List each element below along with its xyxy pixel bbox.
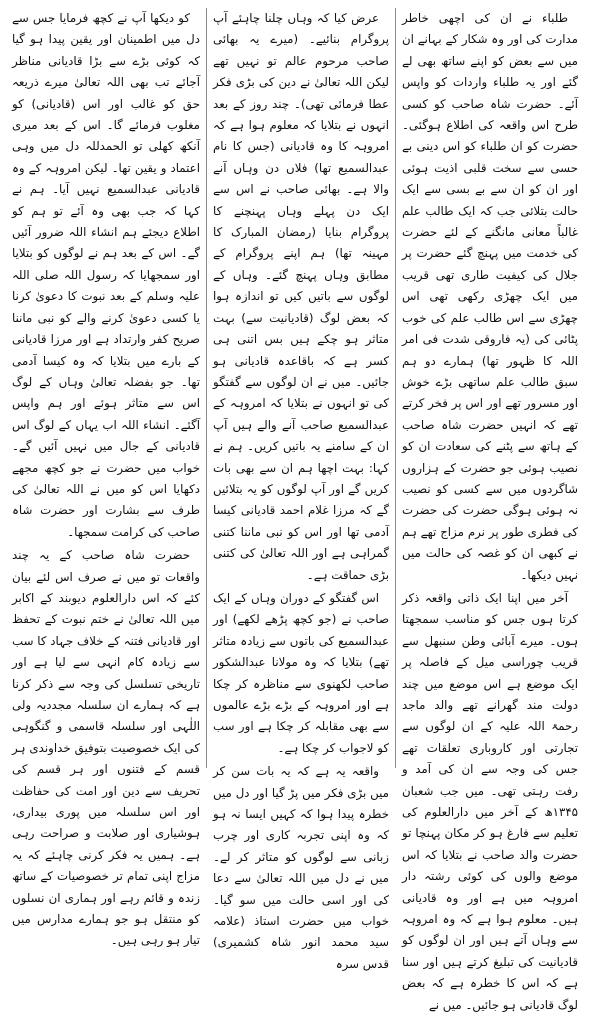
paragraph: عرض کیا کہ وہاں چلنا چاہئے آپ پروگرام بنائیے۔ (میرے یہ بھائی صاحب مرحوم عالم تو نہیں تھے لیکن اللہ تعالیٰ نے دین کی بڑی فکر عطا فرمائی تھی)۔ چند روز کے بعد انہوں نے بتلایا کہ معلوم ہوا ہے کہ امروہہ کا وہ قادیانی (جس کا نام عبدالسمیع تھا) فلاں دن وہاں آنے والا ہے۔ بھائی صاحب نے اس سے ایک دن پہلے وہاں پہنچنے کا پروگرام بنایا (رمضان المبارک کا مہینہ تھا) ہم اپنے پروگرام کے مطابق وہاں پہنچ گئے۔ وہاں کے لوگوں سے باتیں کیں تو اندازہ ہوا کہ بعض لوگ (قادیانیت سے) بہت متاثر ہو چکے ہیں بس اتنی ہی کسر ہے کہ باقاعدہ قادیانی ہو جائیں۔ میں نے ان لوگوں سے گفتگو کی تو انہوں نے بتلایا کہ امروہہ کے عبدالسمیع صاحب آنے والے ہیں آپ ان کے سامنے یہ باتیں کریں۔ ہم نے کہا: بہت اچھا ہم ان سے بھی بات کریں گے اور آپ لوگوں کو یہ بتلائیں گے کہ مرزا غلام احمد قادیانی کیسا آدمی تھا اور اس کو نبی ماننا کتنی گمراہی ہے اور اللہ تعالیٰ کی کتنی بڑی حماقت ہے۔ [213,11,389,582]
paragraph: واقعہ یہ ہے کہ یہ بات سن کر میں بڑی فکر میں پڑ گیا اور دل میں خطرہ پیدا ہوا کہ کہیں ایسا نہ ہو کہ وہ اپنی تجربہ کاری اور چرب زبانی سے لوگوں کو متاثر کر لے۔ میں نے دل میں اللہ تعالیٰ سے دعا کی اور اسی حالت میں سو گیا۔ خواب میں حضرت استاذ (علامہ سید محمد انور شاہ کشمیری) قدس سرہ [213,764,389,971]
paragraph: کو دیکھا آپ نے کچھ فرمایا جس سے دل میں اطمینان اور یقین پیدا ہو گیا کہ کوئی بڑے سے بڑا قادیانی مناظر آجائے تب بھی اللہ تعالیٰ میرے ذریعہ حق کو غالب اور اس (قادیانی) کو مغلوب فرمائے گا۔ اس کے بعد میری آنکھ کھلی تو الحمدللہ دل میں وہی اعتماد و یقین تھا۔ لیکن امروہہ کے وہ قادیانی عبدالسمیع نہیں آیا۔ ہم نے کہا کہ جب بھی وہ آئے تو ہم کو اطلاع دیجئے ہم انشاء اللہ ضرور آئیں گے۔ اس کے بعد ہم نے لوگوں کو بتلایا اور سمجھایا کہ رسول اللہ صلی اللہ علیہ وسلم کے بعد نبوت کا دعویٰ کرنا یا کسی دعویٰ کرنے والے کو نبی ماننا صریح کفر وارتداد ہے اور مرزا قادیانی کے بارے میں بتلایا کہ وہ کیسا آدمی تھا۔ جو بفضلہ تعالیٰ وہاں کے لوگ اس سے متاثر ہوئے اور ہم واپس آگئے۔ انشاء اللہ اب یہاں کے لوگ اس قادیانی کے جال میں نہیں آئیں گے۔ خواب میں حضرت نے جو کچھ مجھے دکھایا اس کو میں نے اللہ تعالیٰ کی طرف سے بشارت اور حضرت شاہ صاحب کی کرامت سمجھا۔ [12,11,200,539]
paragraph: اس گفتگو کے دوران وہاں کے ایک صاحب نے (جو کچھ پڑھے لکھے) اور عبدالسمیع کی باتوں سے زیادہ متاثر تھے) بتلایا کہ وہ مولانا عبدالشکور صاحب لکھنوی سے مناظرہ کر چکا ہے اور امروہہ کے بڑے بڑے عالموں سے بھی مقابلہ کر چکا ہے اور سب کو لاجواب کر چکا ہے۔ [213,590,389,755]
column-middle [206,8,396,971]
column-right [396,8,584,1012]
paragraph: طلباء نے ان کی اچھی خاطر مدارت کی اور وہ شکار کے بہانے ان میں سے بعض کو اپنے ساتھ بھی لے گئے اور یہ طلباء واردات کو واپس آئے۔ حضرت شاہ صاحب کو کسی طرح اس واقعہ کی اطلاع ہوگئی۔ حضرت کو ان طلباء کو اس دینی بے حسی سے سخت قلبی اذیت ہوئی اور ان کو ان سے بے بسی سے ایک حالت بتلائی جب کہ ایک طالب علم غالباً معانی مانگنے کے لئے حضرت کی خدمت میں پہنچ گئے حضرت پر جلال کی کیفیت طاری تھی قریب میں ایک چھڑی رکھی تھی اس چھڑی سے اس طالب علم کی خوب پٹائی کی (یہ فاروقی شدت فی امر اللہ کا ظہور تھا) ہمارے دو ہم سبق طالب علم ساتھی بڑے خوش اور مسرور تھے اور اس پر فخر کرتے تھے کہ انہیں حضرت شاہ صاحب کے ہاتھ سے پٹنے کی سعادت ان کو نصیب ہوئی جو حضرت کے ہزاروں شاگردوں میں سے کسی کو نصیب نہ ہوئی ہوگی حضرت کی حضرت کی فطری طور پر نرم مزاج تھے ہم نے کبھی ان کو غصہ کی حالت میں نہیں دیکھا۔ [402,11,578,582]
paragraph: آخر میں اپنا ایک ذاتی واقعہ ذکر کرتا ہوں جس کو مناسب سمجھتا ہوں۔ میرے آبائی وطن سنبھل سے قریب چوراسی میل کے فاصلہ پر ایک موضع ہے اس موضع میں چند دولت مند گھرانے تھے والد ماجد رحمۃ اللہ علیہ کے ان لوگوں سے تجارتی اور کاروباری تعلقات تھے جس کی وجہ سے ان کی آمد و رفت رہتی تھی۔ میں جب شعبان ۱۳۴۵ھ کے آخر میں دارالعلوم کی تعلیم سے فارغ ہو کر مکان پہنچا تو حضرت والد صاحب نے بتلایا کہ اس موضع والوں کی کوئی رشتہ دار امروہہ میں ہے اور وہ قادیانی ہیں۔ معلوم ہوا ہے کہ وہ امروہہ سے وہاں آتے ہیں اور ان لوگوں کو قادیانیت کی تبلیغ کرتے ہیں اور سنا ہے کہ اس کا خطرہ ہے کہ بعض لوگ قادیانی ہو جائیں۔ میں نے [402,590,578,1012]
column-left [6,8,206,948]
paragraph: حضرت شاہ صاحب کے یہ چند واقعات تو میں نے صرف اس لئے بیان کئے کہ اس دارالعلوم دیوبند کے اکابر میں اللہ تعالیٰ نے ختم نبوت کے تحفظ اور قادیانی فتنہ کے خلاف جہاد کا سب سے زیادہ کام انہی سے لیا ہے اور تاریخی تسلسل کی وجہ سے ذکر کرنا ہے کہ ہمارے ان سلسلہ مجددیہ ولی اللٰہی اور سلسلہ قاسمی و گنگوہی کی ایک خصوصیت بتوفیق خداوندی ہر قسم کے فتنوں اور ہر قسم کی تحریف سے دین اور امت کی حفاظت اور اس سلسلہ میں پوری بیداری، ہوشیاری اور صلابت و صراحت رہی ہے۔ ہمیں یہ فکر کرنی چاہئے کہ یہ مزاج اپنی تمام تر خصوصیات کے ساتھ زندہ و قائم رہے اور ہماری ان نسلوں کو منتقل ہو جو ہمارے مدارس میں تیار ہو رہی ہیں۔ [12,548,200,948]
